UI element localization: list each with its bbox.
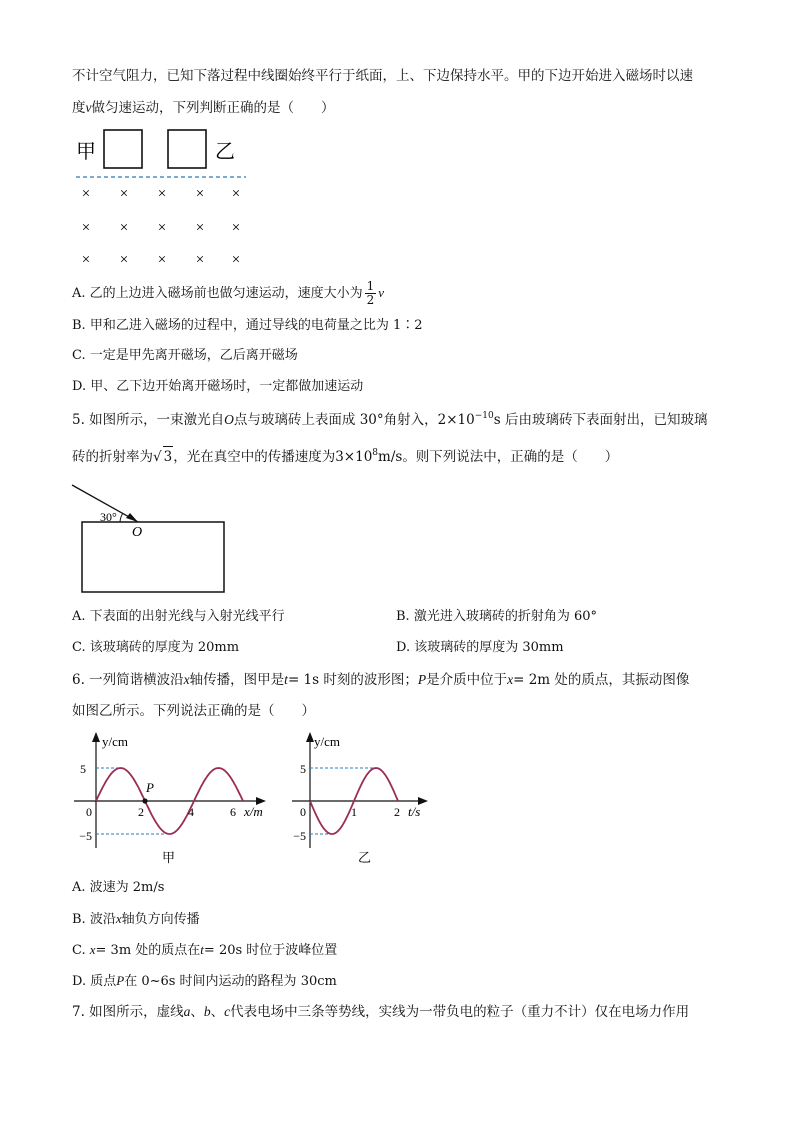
point-P (142, 798, 147, 803)
var-c: c (224, 1004, 231, 1019)
q6-option-d-text: D. 质点 (72, 974, 117, 989)
var-x: x (115, 911, 122, 926)
light-speed-unit: m/s (378, 449, 403, 465)
var-v: v (85, 100, 92, 115)
field-cross-r2-c3: × (195, 252, 205, 268)
q7-text-part: 7. 如图所示，虚线 (72, 1004, 184, 1020)
q4-option-a-text: A. 乙的上边进入磁场前也做匀速运动，速度大小为 (72, 286, 363, 301)
wave-graph-jia (70, 730, 280, 870)
q5-option-a: A. 下表面的出射光线与入射光线平行 (72, 609, 285, 624)
q5-text-part: ，光在真空中的传播速度为 (173, 449, 336, 465)
q7-text-part: 代表电场中三条等势线，实线为一带负电的粒子（重力不计）仅在电场力作用 (230, 1004, 690, 1020)
light-speed-exp: 8 (372, 448, 379, 458)
q6-option-c-text: = 20s 时位于波峰位置 (203, 943, 338, 958)
tick-y-5: 5 (80, 762, 86, 776)
var-t: t (284, 672, 288, 687)
q7-text-line1 (72, 1002, 689, 1022)
q4-figure (70, 126, 260, 271)
q5-text-part: s 后由玻璃砖下表面射出，已知玻璃 (493, 412, 708, 428)
q6-text-part: 轴传播，图甲是 (189, 672, 285, 688)
tick-y-neg5: −5 (79, 829, 92, 843)
var-x: x (507, 672, 514, 687)
q5-time-base: 2×10 (437, 412, 475, 428)
glass-brick (82, 522, 224, 592)
q5-text-line1 (72, 410, 707, 430)
q6-text-part: = 2m 处的质点，其振动图像 (513, 672, 690, 688)
tick-x-0: 0 (86, 805, 92, 819)
field-cross-r1-c3: × (195, 220, 205, 236)
field-cross-r1-c0: × (81, 220, 91, 236)
y-axis-arrow (92, 732, 100, 742)
light-speed-base: 3×10 (335, 449, 373, 465)
q5-option-b: B. 激光进入玻璃砖的折射角为 60° (396, 609, 597, 624)
q6-option-c (72, 940, 337, 961)
q4-option-a (72, 280, 384, 307)
q4-text-part: 度 (72, 100, 86, 116)
angle-label: 30° (100, 510, 117, 524)
q6-option-d-text: 在 0~6s 时间内运动的路程为 30cm (124, 974, 337, 989)
coil-jia (104, 130, 142, 168)
var-O: O (224, 412, 234, 427)
graph-caption-jia: 甲 (162, 850, 176, 865)
q5-option-d: D. 该玻璃砖的厚度为 30mm (396, 640, 564, 655)
q6-option-a: A. 波速为 2m/s (72, 880, 165, 895)
tick-t-0: 0 (300, 805, 306, 819)
q6-text-part: = 1s 时刻的波形图； (287, 672, 418, 688)
q6-text-part: 6. 一列简谐横波沿 (72, 672, 184, 688)
field-cross-r2-c0: × (81, 252, 91, 268)
field-cross-r0-c4: × (231, 186, 241, 202)
field-cross-r0-c1: × (119, 186, 129, 202)
var-P: P (116, 973, 125, 988)
q5-text-part: 。则下列说法中，正确的是（ ） (402, 449, 619, 465)
tick-x-2: 2 (138, 805, 144, 819)
coil-yi (168, 130, 206, 168)
label-jia: 甲 (76, 141, 96, 163)
var-a: a (183, 1004, 191, 1019)
q5-text-line2: 砖的折射率为√ 3，光在真空中的传播速度为$3\times 10^8m/s$。则下列说法中，正确的是（ ） (72, 448, 619, 465)
sqrt-3: 3 (163, 446, 174, 467)
q4-text-line1: 不计空气阻力，已知下落过程中线圈始终平行于纸面，上、下边保持水平。甲的下边开始进入磁场时以速 (72, 68, 693, 84)
q6-option-d (72, 971, 337, 992)
q6-option-b-text: B. 波沿 (72, 912, 116, 927)
q6-option-c-text: = 3m 处的质点在 (95, 943, 201, 958)
field-cross-r0-c3: × (195, 186, 205, 202)
y-axis-arrow (306, 732, 314, 742)
vibration-graph-yi (288, 730, 438, 870)
var-x: x (89, 942, 96, 957)
q6-text-part: 是介质中位于 (426, 672, 508, 688)
q4-option-b: B. 甲和乙进入磁场的过程中，通过导线的电荷量之比为 1∶2 (72, 318, 423, 333)
tick-x-6: 6 (230, 805, 236, 819)
frac-num: 1 (366, 279, 375, 293)
q4-text-line2 (72, 98, 335, 118)
x-axis-label: x/m (244, 804, 263, 819)
q6-text-line1 (72, 670, 689, 690)
q5-option-c: C. 该玻璃砖的厚度为 20mm (72, 640, 240, 655)
q4-option-d: D. 甲、乙下边开始离开磁场时，一定都做加速运动 (72, 379, 364, 394)
var-b: b (203, 1004, 211, 1019)
q5-text-part: 砖的折射率为 (72, 449, 153, 465)
graph-caption-yi: 乙 (358, 850, 372, 865)
var-t: t (200, 942, 204, 957)
q5-text-part: 点与玻璃砖上表面成 30°角射入， (233, 412, 438, 428)
q6-option-b-text: 轴负方向传播 (121, 912, 200, 927)
field-cross-r0-c2: × (157, 186, 167, 202)
tick-t-2: 2 (394, 805, 400, 819)
q5-text-part: 5. 如图所示，一束激光自 (72, 412, 225, 428)
field-cross-r2-c2: × (157, 252, 167, 268)
field-cross-r0-c0: × (81, 186, 91, 202)
field-cross-r2-c1: × (119, 252, 129, 268)
var-P: P (417, 672, 427, 687)
magnetic-field-crosses (82, 186, 240, 268)
y-axis-label: y/cm (314, 734, 340, 749)
q4-text-part: 做匀速运动，下列判断正确的是（ ） (91, 100, 335, 116)
field-cross-r1-c4: × (231, 220, 241, 236)
q4-option-c: C. 一定是甲先离开磁场，乙后离开磁场 (72, 348, 298, 363)
q5-time-exp: −10 (474, 411, 494, 421)
ray-arrow (126, 513, 138, 522)
fraction-half (365, 280, 377, 307)
q5-figure (68, 480, 238, 598)
label-yi: 乙 (215, 141, 235, 163)
angle-arc (120, 513, 123, 522)
tick-y-5: 5 (300, 762, 306, 776)
field-cross-r1-c1: × (119, 220, 129, 236)
q6-option-b (72, 909, 200, 930)
tick-y-neg5: −5 (293, 829, 306, 843)
var-x: x (183, 672, 190, 687)
field-cross-r2-c4: × (231, 252, 241, 268)
var-v: v (378, 285, 385, 300)
point-O-label: O (132, 525, 143, 540)
point-P-label: P (146, 780, 154, 795)
tick-t-1: 1 (351, 805, 357, 819)
q6-text-line2: 如图乙所示。下列说法正确的是（ ） (72, 703, 315, 719)
q7-text-part: 、 (210, 1004, 225, 1020)
field-cross-r1-c2: × (157, 220, 167, 236)
q7-text-part: 、 (190, 1004, 204, 1020)
frac-den: 2 (366, 293, 375, 307)
t-axis-label: t/s (408, 804, 421, 819)
tick-x-4: 4 (188, 805, 194, 819)
q6-option-c-text: C. (72, 943, 90, 958)
y-axis-label: y/cm (102, 734, 128, 749)
